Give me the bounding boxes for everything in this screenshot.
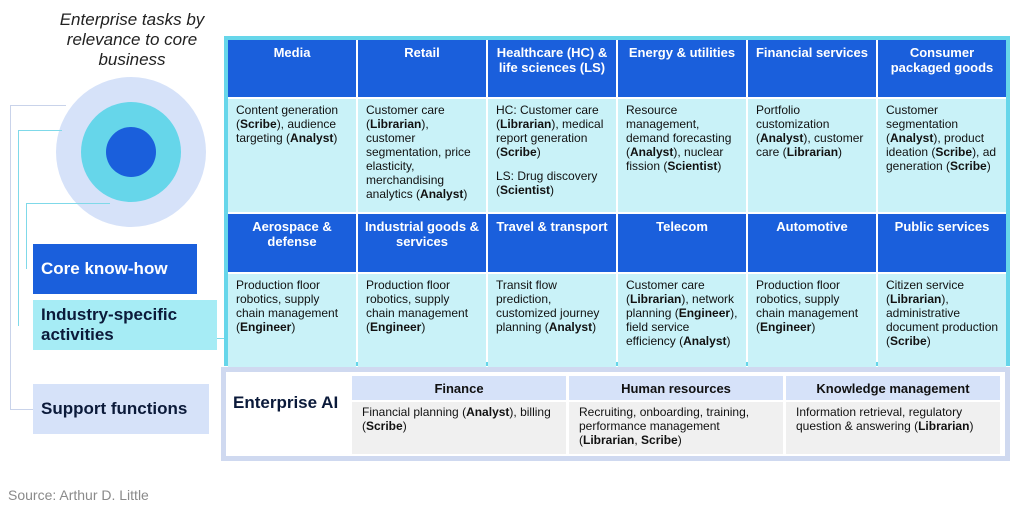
enterprise-ai-label: Enterprise AI [233, 393, 339, 412]
support-tasks-finance: Financial planning (Analyst), billing (Scribe) [352, 402, 566, 454]
core-know-how-label: Core know-how [33, 244, 197, 294]
support-header-finance: Finance [352, 376, 566, 400]
industry-header: Consumer packaged goods [878, 40, 1006, 97]
industry-tasks: Citizen service (Librarian), administrative document production (Scribe) [878, 274, 1006, 368]
support-functions-label: Support functions [33, 384, 209, 434]
industry-header: Retail [358, 40, 486, 97]
support-tasks-knowledge: Information retrieval, regulatory question & answering (Librarian) [786, 402, 1000, 454]
industry-header: Automotive [748, 214, 876, 272]
industry-tasks: Resource management, demand forecasting (Analyst), nuclear fission (Scientist) [618, 99, 746, 212]
inner-ring-core [106, 127, 156, 177]
industry-header: Public services [878, 214, 1006, 272]
industry-tasks: Production floor robotics, supply chain management (Engineer) [748, 274, 876, 368]
industry-specific-label: Industry-specific activities [33, 300, 217, 350]
industry-header: Telecom [618, 214, 746, 272]
industry-tasks: HC: Customer care (Librarian), medical report generation (Scribe) LS: Drug discovery (Scientist) [488, 99, 616, 212]
industry-header: Media [228, 40, 356, 97]
source-note: Source: Arthur D. Little [8, 487, 149, 503]
industry-tasks: Portfolio customization (Analyst), customer care (Librarian) [748, 99, 876, 212]
support-header-hr: Human resources [569, 376, 783, 400]
diagram-title: Enterprise tasks by relevance to core business [59, 10, 205, 69]
support-header-knowledge: Knowledge management [786, 376, 1000, 400]
industry-tasks: Transit flow prediction, customized journey planning (Analyst) [488, 274, 616, 368]
industry-tasks: Customer segmentation (Analyst), product ideation (Scribe), ad generation (Scribe) [878, 99, 1006, 212]
support-tasks-hr: Recruiting, onboarding, training, performance management (Librarian, Scribe) [569, 402, 783, 454]
industry-grid [228, 40, 1006, 362]
industry-header: Industrial goods & services [358, 214, 486, 272]
industry-tasks: Customer care (Librarian), network planning (Engineer), field service efficiency (Analyst) [618, 274, 746, 368]
industry-header: Healthcare (HC) & life sciences (LS) [488, 40, 616, 97]
industry-header: Financial services [748, 40, 876, 97]
industry-header: Aerospace & defense [228, 214, 356, 272]
industry-header: Energy & utilities [618, 40, 746, 97]
industry-tasks: Production floor robotics, supply chain management (Engineer) [358, 274, 486, 368]
industry-tasks: Content generation (Scribe), audience targeting (Analyst) [228, 99, 356, 212]
industry-header: Travel & transport [488, 214, 616, 272]
industry-tasks: Customer care (Librarian), customer segmentation, price elasticity, merchandising analytics (Analyst) [358, 99, 486, 212]
industry-tasks: Production floor robotics, supply chain management (Engineer) [228, 274, 356, 368]
